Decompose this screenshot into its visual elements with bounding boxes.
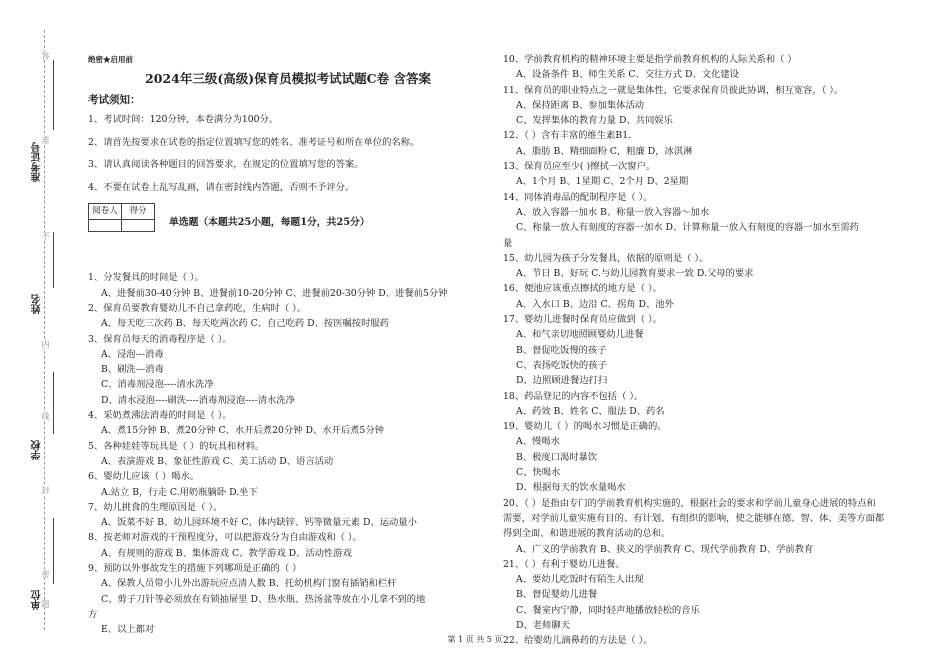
page-footer: 第 1 页 共 5 页 [447,635,503,644]
text-continuation: 量 [503,237,513,249]
question-text: 3、保育员每天的消毒程序是（ ）。 [88,333,232,345]
question-text: 4、采奶煮沸法消毒的时间是（ ）。 [88,410,232,422]
answer-option: B、刷洗---消毒 [101,364,164,376]
question-text: 19、婴幼儿（ ）的喝水习惯是正确的。 [503,421,667,433]
question-text: 1、分发餐具的时间是（ ）。 [88,272,204,284]
left-column [88,52,488,638]
page-title: 2024年三级(高级)保育员模拟考试试题C卷 含答案 [145,71,431,87]
answer-option: D、老师聊天 [516,619,570,631]
answer-option: B、督促婴幼儿进餐 [516,589,598,601]
answer-option: A、要幼儿吃饭时有陌生人出现 [516,574,644,586]
question-text: 21、（ ）有利于婴幼儿进餐。 [503,558,625,570]
answer-option: E、以上都对 [101,624,155,636]
answer-option: A.站立 B，行走 C.用奶瓶躺卧 D.坐下 [101,486,258,498]
question-text: 22、给婴幼儿滴鼻药的方法是（ ）。 [503,635,653,647]
seal-mark: 答 [41,52,50,60]
question-list-right [503,52,918,649]
answer-option: B、督促吃饭慢的孩子 [516,344,607,356]
answer-option: A、进餐前30-40分钟 B、进餐前10-20分钟 C、进餐前20-30分钟 D、进餐前5分钟 [101,287,448,299]
answer-option: D、清水浸泡----刷洗----消毒剂浸泡----清水洗净 [101,394,295,406]
seal-mark: 封 [41,486,50,494]
question-text: 7、幼儿挑食的生理原因是（ ）。 [88,501,223,513]
question-text: 11、保育员的职业特点之一就是集体性，它要求保育员彼此协调，相互宽容，（ ）。 [503,84,844,96]
answer-option: B、极度口渴时暴饮 [516,451,598,463]
answer-option: C、快喝水 [516,467,561,479]
confidential-note: 绝密★启用前 [88,55,133,64]
unit-label: 单位 [32,590,43,610]
exam-number-label: 准考证号 [32,142,43,182]
binding-strip [0,0,62,671]
school-field[interactable] [53,372,54,434]
answer-option: C、消毒剂浸泡----清水洗净 [101,379,214,391]
notice-item: 3、请认真阅读各种题目的回答要求，在规定的位置填写您的答案。 [88,159,364,171]
question-text: 14、同体消毒品的配制程序是（ ）。 [503,191,653,203]
answer-option: C、剪子刀针等必须放在有锁抽屉里 D、热水瓶、热汤盆等放在小儿拿不到的地 [101,593,426,605]
question-text: 18、药品登记的内容不包括（ ）。 [503,390,644,402]
answer-option: A、广义的学前教育 B、狭义的学前教育 C、现代学前教育 D、学前教育 [516,543,814,555]
text-continuation: 得到全面、和谐进展的教育活动的总和。 [503,528,671,540]
notice-item: 2、请首先按要求在试卷的指定位置填写您的姓名、准考证号和所在单位的名称。 [88,136,420,148]
answer-option: A、脂肪 B、精细面粉 C，粗廉 D，冰淇淋 [516,145,693,157]
seal-mark: 不 [41,232,50,240]
grader-cell[interactable] [89,220,122,232]
answer-option: A、1个月 B、1星期 C、2个月 D、2星期 [516,176,689,188]
notice-item: 1、考试时间：120分钟，本卷满分为100分。 [88,113,279,125]
question-text: 10、学前教育机构的精神环境主要是指学前教育机构的人际关系和（ ） [503,54,797,65]
answer-option: C、餐室内宁静，同时轻声地播放轻松的音乐 [516,604,700,616]
answer-option: C、称量一放人有刻度的容器一加水 D、计算称量一放入有刻度的容器一加水至需药 [516,222,859,234]
answer-option: A、入水口 B、边沿 C、拐角 D、池外 [516,298,674,310]
question-text: 6、婴幼儿应该（ ）喝水。 [88,471,200,483]
question-text: 20、（ ）是指由专门的学前教育机构实施的，根据社会的要求和学前儿童身心进展的特点和 [503,497,876,509]
answer-option: A、放入容器一加水 B、称量一放入容器～加水 [516,206,710,218]
score-table [88,203,155,232]
seal-line [44,30,45,630]
answer-option: A、慢喝水 [516,436,560,448]
answer-option: A、表演游戏 B、象征性游戏 C、美工活动 D、语言活动 [101,455,334,467]
seal-mark: 内 [41,340,50,348]
seal-mark: 线 [41,412,50,420]
notice-heading: 考试须知： [88,93,141,106]
question-text: 9、预防以外事故发生的措施下列哪项是正确的（ ） [88,563,302,575]
text-continuation: 需要，对学前儿童实施有目的、有计划、有组织的影响，使之能够在德、智、体、美等方面都 [503,512,885,524]
seal-mark: 准 [41,136,50,144]
score-section [88,203,488,232]
answer-option: C、发挥集体的教育力量 D、共同娱乐 [516,115,673,127]
name-field[interactable] [53,232,54,288]
answer-option: A、保持距离 B、参加集体活动 [516,99,645,111]
answer-option: A、和气亲切地照顾婴幼儿进餐 [516,329,644,341]
answer-option: A、保教人员带小儿外出游玩应点清人数 B、托幼机构门窗有插销和栏杆 [101,578,397,590]
answer-option: A、节日 B、好玩 C.与幼儿园教育要求一致 D.父母的要求 [516,268,754,280]
unit-field[interactable] [53,518,54,584]
question-text: 8、按老师对游戏的干预程度分，可以把游戏分为自由游戏和（ ）。 [88,532,362,544]
question-list-left [88,270,488,637]
question-text: 12、（ ）含有丰富的维生素B1. [503,130,632,142]
seal-mark: 密 [41,570,50,578]
question-text: 2、保育员要教育婴幼儿不自己拿药吃，生病时（ ）。 [88,302,307,314]
question-text: 16、便池应该重点擦拭的地方是（ ）。 [503,283,662,295]
seal-mark: 题 [41,600,50,608]
right-column [503,52,918,649]
answer-option: A、煮15分钟 B、煮20分钟 C、水开后煮20分钟 D、水开后煮5分钟 [101,425,384,437]
answer-option: D、边照顾进餐边打扫 [516,375,608,387]
score-header: 得分 [122,204,155,220]
question-text: 17、婴幼儿进餐时保育员应做到（ ）。 [503,314,662,326]
grader-header: 阅卷人 [89,204,122,220]
score-cell[interactable] [122,220,155,232]
answer-option: C、表扬吃饭快的孩子 [516,359,607,371]
question-text: 13、保育员应至少( )擦拭一次窗户。 [503,161,656,173]
question-text: 5、各种娃娃等玩具是（ ）的玩具和材料。 [88,440,265,452]
text-continuation: 方 [88,608,98,620]
question-text: 15、幼儿园为孩子分发餐具，依据的原则是（ ）。 [503,252,709,264]
school-label: 学校 [32,440,43,460]
answer-option: A、每天吃三次药 B、每天吃两次药 C、自己吃药 D、按医嘱按时服药 [101,318,389,330]
answer-option: A、浸泡---消毒 [101,348,164,360]
exam-number-field[interactable] [53,60,54,130]
answer-option: A、有规则的游戏 B、集体游戏 C、教学游戏 D、活动性游戏 [101,547,352,559]
answer-option: A、药效 B、姓名 C、服法 D、药名 [516,405,665,417]
answer-option: A、饭菜不好 B、幼儿园环境不好 C、体内缺锌、钙等微量元素 D、运动量小 [101,517,417,529]
notice-item: 4、不要在试卷上乱写乱画，请在密封线内答题，否则不予评分。 [88,182,355,194]
name-label: 姓名 [32,294,43,314]
section-title: 单选题（本题共25小题，每题1分，共25分） [169,217,370,229]
answer-option: D、根据每天的饮水量喝水 [516,482,626,494]
answer-option: A、设备条件 B、师生关系 C、交往方式 D、文化建设 [516,69,739,81]
